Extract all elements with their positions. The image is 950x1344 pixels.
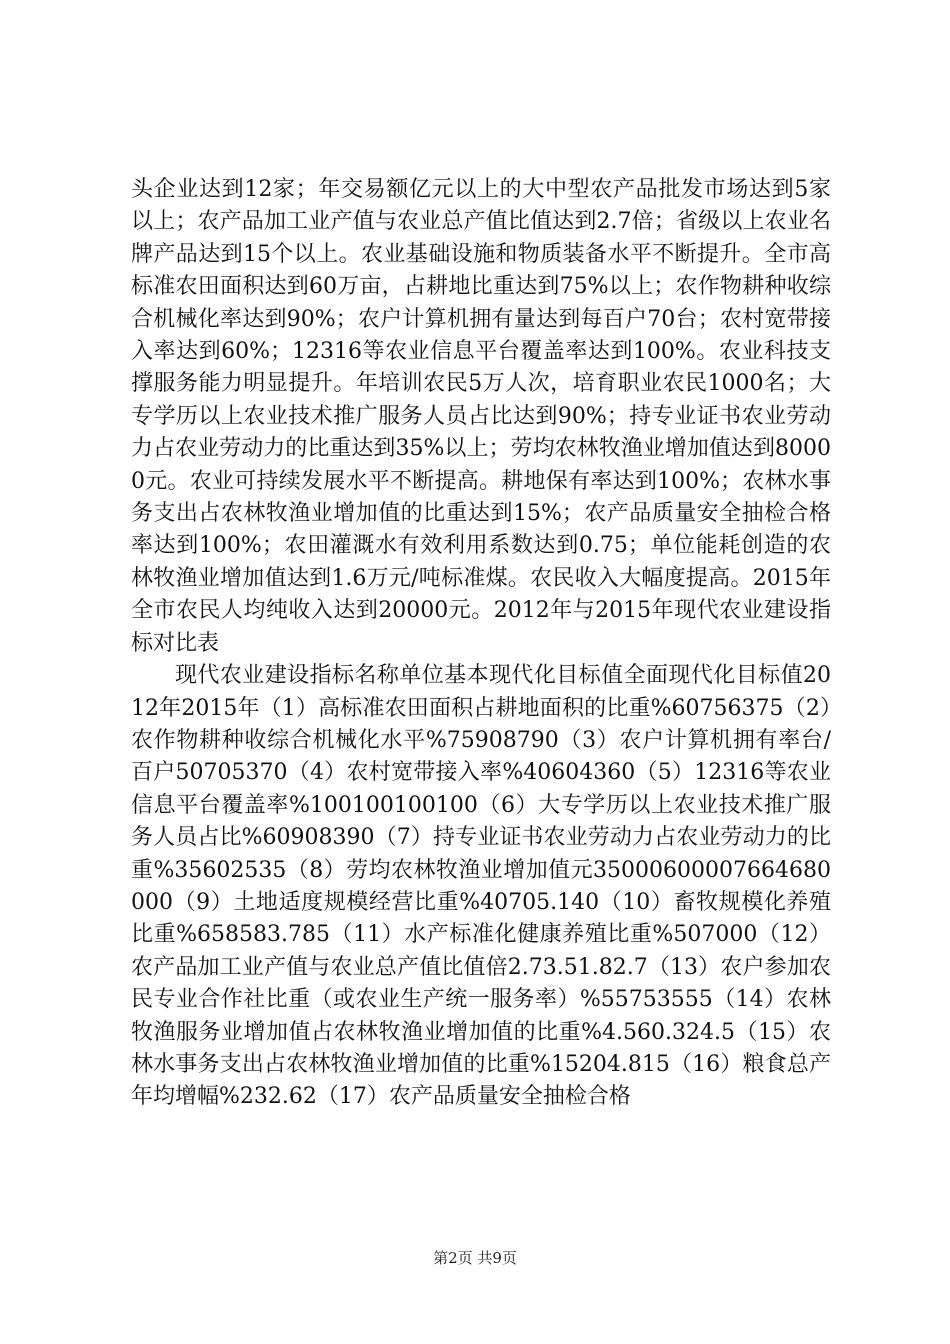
paragraph-targets-summary: 头企业达到12家；年交易额亿元以上的大中型农产品批发市场达到5家以上；农产品加工业产值与农业总产值比值达到2.7倍；省级以上农业名牌产品达到15个以上。农业基础设施和物质装备水平不断提升。全市高标准农田面积达到60万亩，占耕地比重达到75%以上；农作物耕种收综合机械化率达到90%；农户计算机拥有量达到每百户70台；农村宽带接入率达到60%；12316等农业信息平台覆盖率达到100%。农业科技支撑服务能力明显提升。年培训农民5万人次，培育职业农民1000名；大专学历以上农业技术推广服务人员占比达到90%；持专业证书农业劳动力占农业劳动力的比重达到35%以上；劳均农林牧渔业增加值达到80000元。农业可持续发展水平不断提高。耕地保有率达到100%；农林水事务支出占农林牧渔业增加值的比重达到15%；农产品质量安全抽检合格率达到100%；农田灌溉水有效利用系数达到0.75；单位能耗创造的农林牧渔业增加值达到1.6万元/吨标准煤。农民收入大幅度提高。2015年全市农民人均纯收入达到20000元。2012年与2015年现代农业建设指标对比表 (131, 177, 831, 656)
document-body (131, 174, 831, 1114)
paragraph-indicator-table: 现代农业建设指标名称单位基本现代化目标值全面现代化目标值2012年2015年（1）高标准农田面积占耕地面积的比重%60756375（2）农作物耕种收综合机械化水平%75908790（3）农户计算机拥有率台/百户50705370（4）农村宽带接入率%40604360（5）12316等农业信息平台覆盖率%100100100100（6）大专学历以上农业技术推广服务人员占比%60908390（7）持专业证书农业劳动力占农业劳动力的比重%35602535（8）劳均农林牧渔业增加值元35000600007664680000（9）土地适度规模经营比重%40705.140（10）畜牧规模化养殖比重%658583.785（11）水产标准化健康养殖比重%507000（12）农产品加工业产值与农业总产值比值倍2.73.51.82.7（13）农户参加农民专业合作社比重（或农业生产统一服务率）%55753555（14）农林牧渔服务业增加值占农林牧渔业增加值的比重%4.560.324.5（15）农林水事务支出占农林牧渔业增加值的比重%15204.815（16）粮食总产年均增幅%232.62（17）农产品质量安全抽检合格 (131, 663, 831, 1110)
page-number-footer: 第2页 共9页 (433, 1249, 517, 1267)
